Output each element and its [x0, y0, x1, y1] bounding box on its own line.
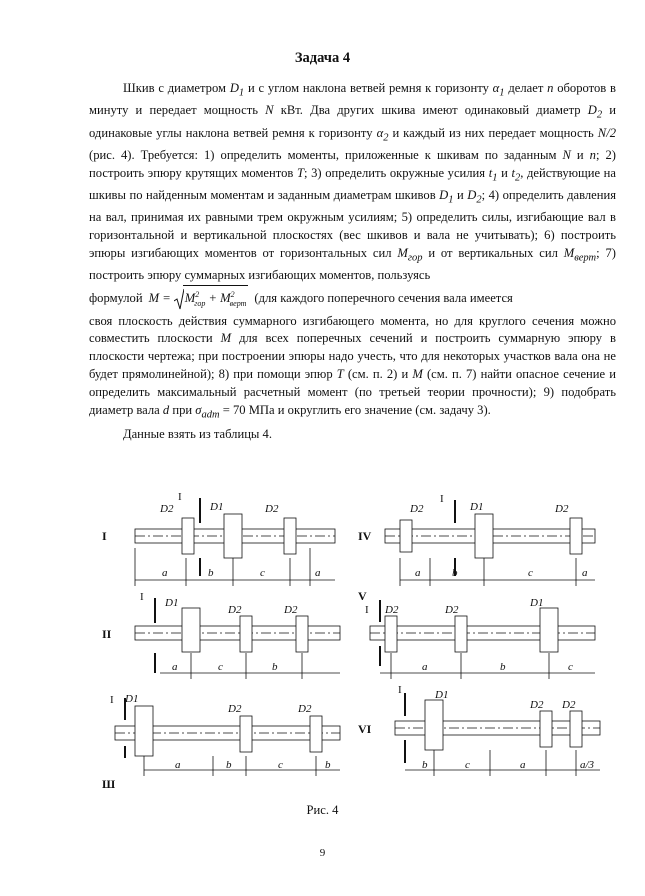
dimension-label: a	[415, 567, 421, 579]
problem-paragraph: Шкив с диаметром $D_1$ и с углом наклона ветвей ремня к горизонту $\alpha_1$ делает n оборотов в минуту и передает мощность N кВт. Два других шкива имеют одинаковый диаметр $D_2$ и одинаковые углы наклона ветвей ремня к горизонту $\alpha_2$ и каждый из них передает мощность N/2 (рис. 4). Требуется: 1) определить моменты, приложенные к шкивам по заданным N и n; 2) построить эпюру крутящих моментов T; 3) определить окружные усилия $t_1$ и $t_2$, действующие на шкивы по найденным моментам и заданным диаметрам шкивов $D_1$ и $D_2$; 4) определить давления на вал, принимая их равными трем окружным усилиям; 5) определить силы, изгибающие вал в горизонтальной и вертикальной плоскостях (вес шкивов и вала не учитывать); 6) построить эпюры изгибающих моментов от горизонтальных сил $M_{гор}$ и от вертикальных сил $M_{верт}$; 7) построить эпюру суммарных изгибающих моментов, пользуясь	[89, 81, 617, 283]
scheme-label: VI	[358, 722, 372, 736]
section-label: I	[110, 694, 114, 706]
dimension-label: b	[272, 661, 278, 673]
diameter-label: D2	[445, 604, 459, 616]
scheme-label: IV	[358, 529, 372, 543]
diameter-label: D2	[530, 699, 544, 711]
diameter-label: D1	[470, 501, 484, 513]
dimension-label: a	[172, 661, 178, 673]
page-number: 9	[319, 847, 326, 859]
data-reference: Данные взять из таблицы 4.	[123, 426, 272, 441]
scheme-label: II	[102, 627, 112, 641]
diameter-label: D2	[410, 503, 424, 515]
formula-line: формулой M = $M^2_{гор} + M^2_{верт}$ (для каждого поперечного сечения вала имеется	[89, 285, 616, 313]
scheme-label: Ш	[102, 777, 116, 791]
diameter-label: D2	[160, 503, 174, 515]
diameter-label: D1	[530, 597, 544, 609]
total-moment-formula: M = $M^2_{гор} + M^2_{верт}$	[149, 285, 249, 313]
dimension-label: a	[520, 759, 526, 771]
section-label: I	[440, 493, 444, 505]
dimension-label: c	[260, 567, 265, 579]
figure-shaft-schemes	[100, 488, 610, 798]
diameter-label: D2	[228, 703, 242, 715]
problem-paragraph-continued: своя плоскость действия суммарного изгибающего момента, но для круглого сечения можно совместить плоскости M для всех поперечных сечений и построить суммарную эпюру в плоскости чертежа; при построении эпюры надо учесть, что для некоторых участков вала она не будет прямолинейной); 8) при помощи эпюр T (см. п. 2) и M (см. п. 7) найти опасное сечение и определить максимальный расчетный момент (по третьей теории прочности); 9) подобрать диаметр вала d при $\sigma_{adm} = 70$ МПа и округлить его значение (см. задачу 3).	[89, 313, 616, 421]
diameter-label: D2	[555, 503, 569, 515]
dimension-label: b	[422, 759, 428, 771]
diameter-label: D1	[125, 693, 139, 705]
dimension-label: c	[528, 567, 533, 579]
section-label: I	[140, 591, 144, 603]
dimension-label: a/3	[580, 759, 595, 771]
section-label: I	[365, 604, 369, 616]
dimension-label: b	[226, 759, 232, 771]
diameter-label: D1	[165, 597, 179, 609]
section-label: I	[178, 491, 182, 503]
dimension-label: a	[315, 567, 321, 579]
dimension-label: a	[582, 567, 588, 579]
dimension-label: c	[218, 661, 223, 673]
dimension-label: b	[325, 759, 331, 771]
diameter-label: D2	[298, 703, 312, 715]
dimension-label: b	[452, 567, 458, 579]
diameter-label: D2	[385, 604, 399, 616]
diameter-label: D1	[210, 501, 224, 513]
scheme-label: V	[358, 589, 367, 603]
section-label: I	[398, 684, 402, 696]
problem-text	[89, 80, 616, 444]
scheme-label: I	[102, 529, 107, 543]
dimension-label: c	[278, 759, 283, 771]
diameter-label: D2	[265, 503, 279, 515]
dimension-label: b	[208, 567, 214, 579]
dimension-label: a	[422, 661, 428, 673]
dimension-label: a	[175, 759, 181, 771]
page-title: Задача 4	[294, 50, 351, 66]
dimension-label: b	[500, 661, 506, 673]
dimension-label: a	[162, 567, 168, 579]
diameter-label: D2	[562, 699, 576, 711]
scheme-V	[370, 600, 595, 679]
diameter-label: D1	[435, 689, 449, 701]
diameter-label: D2	[284, 604, 298, 616]
dimension-label: c	[568, 661, 573, 673]
figure-caption: Рис. 4	[306, 803, 339, 817]
diameter-label: D2	[228, 604, 242, 616]
dimension-label: c	[465, 759, 470, 771]
